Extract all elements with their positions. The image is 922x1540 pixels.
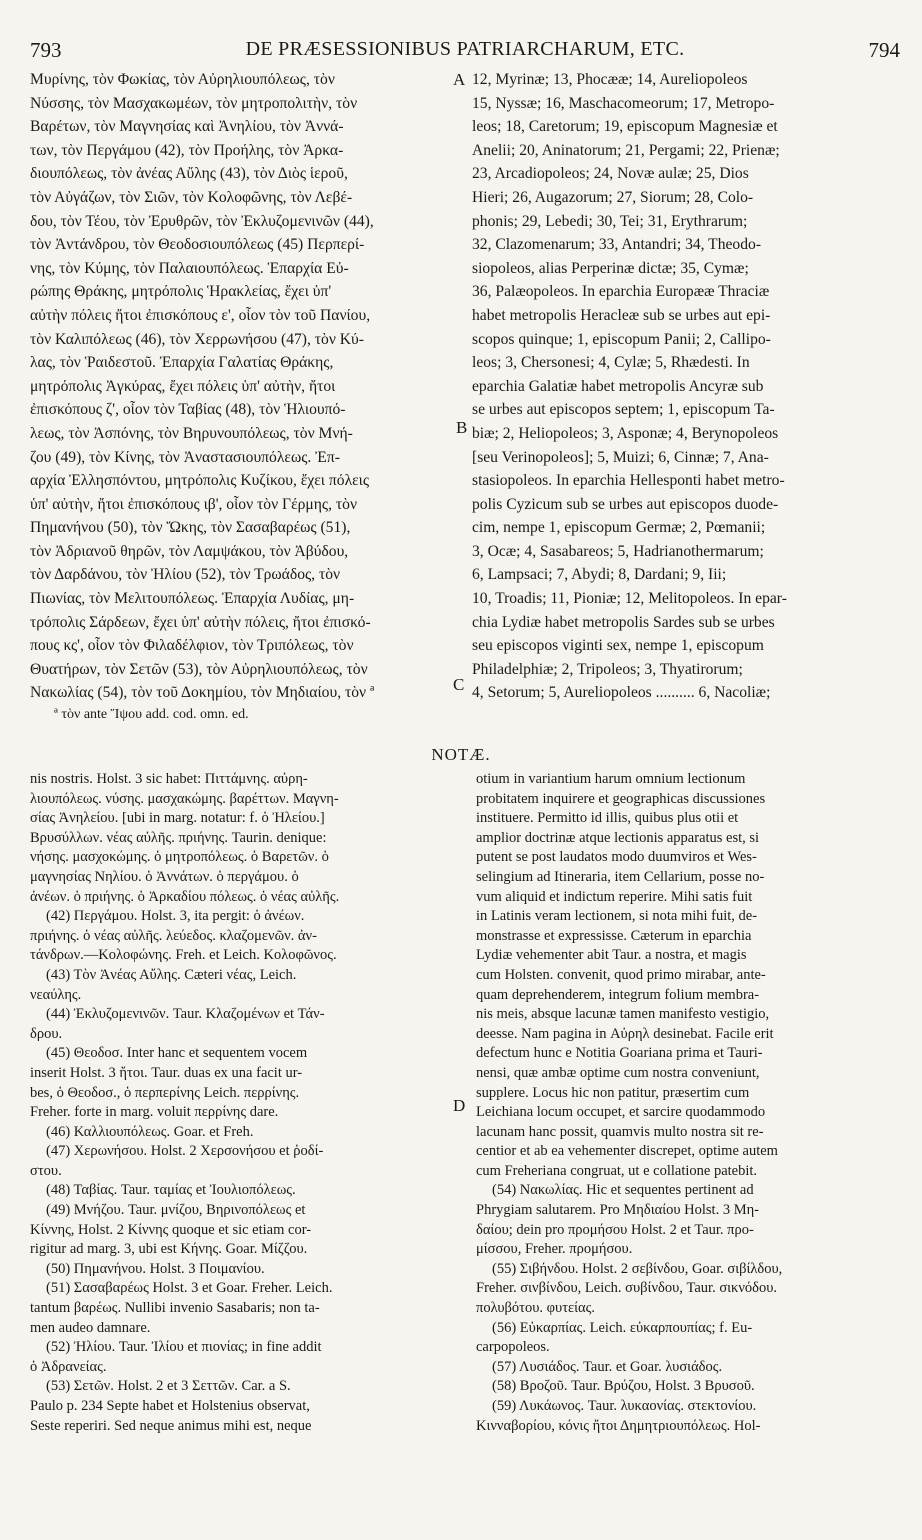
text-line: nis nostris. Holst. 3 sic habet: Πιττάμνης. αὐρη- xyxy=(30,771,308,787)
text-line: men audeo damnare. xyxy=(30,1319,151,1336)
text-line: μίσσου, Freher. προμήσου. xyxy=(476,1241,633,1258)
text-line: 32, Clazomenarum; 33, Antandri; 34, Theodo- xyxy=(472,236,762,254)
text-line: Θυατήρων, τὸν Σετῶν (53), τὸν Αὐρηλιουπόλεως, τὸν xyxy=(30,660,368,678)
text-line: Μυρίνης, τὸν Φωκίας, τὸν Αὐρηλιουπόλεως, τὸν xyxy=(30,71,335,88)
text-line: των, τὸν Περγάμου (42), τὸν Προήλης, τὸν Ἀρκα- xyxy=(30,141,344,159)
text-line: Βαρέτων, τὸν Μαγνησίας καὶ Ἀνηλίου, τὸν Ἀννά- xyxy=(30,118,344,136)
text-line: τὸν Ἀντάνδρου, τὸν Θεοδοσιουπόλεως (45) Περπερί- xyxy=(30,236,365,254)
text-line: cum Holsten. convenit, quod primo mirabar, ante- xyxy=(476,966,766,983)
text-line: [seu Verinopoleos]; 5, Muizi; 6, Cinnæ; 7, Ana- xyxy=(472,448,769,466)
text-line: Κίννης, Holst. 2 Κίννης quoque et sic etiam cor- xyxy=(30,1221,312,1238)
text-line: chia Lydiæ habet metropolis Sardes sub se urbes xyxy=(472,613,775,631)
text-line: 23, Arcadiopoleos; 24, Novæ aulæ; 25, Dios xyxy=(472,165,749,183)
text-line: (56) Εὐκαρπίας. Leich. εὐκαρπουπίας; f. Eu- xyxy=(492,1319,753,1336)
margin-marker-b: B xyxy=(456,418,468,437)
greek-text-column xyxy=(30,68,465,702)
text-line: Βρυσύλλων. νέας αὐλῆς. πριήνης. Taurin. denique: xyxy=(30,829,327,846)
text-line: ρώπης Θράκης, μητρόπολις Ἡρακλείας, ἔχει ὑπ' xyxy=(30,283,332,301)
text-line: centior et ab ea vehementer discrepet, optime autem xyxy=(476,1143,778,1160)
text-line: 6, Lampsaci; 7, Abydi; 8, Dardani; 9, Iii; xyxy=(472,566,727,584)
text-line: habet metropolis Heracleæ sub se urbes aut epi- xyxy=(472,306,771,324)
text-line: monstrasse et expressisse. Cæterum in eparchia xyxy=(476,927,752,944)
text-line: (53) Σετῶν. Holst. 2 et 3 Σεττῶν. Car. a S. xyxy=(46,1378,291,1395)
text-line: δρου. xyxy=(30,1025,63,1042)
text-line: eparchia Galatiæ habet metropolis Ancyræ sub xyxy=(472,377,764,395)
text-line: rigitur ad marg. 3, ubi est Κήνης. Goar. Μίζζου. xyxy=(30,1241,308,1258)
text-line: (52) Ἠλίου. Taur. Ἰλίου et πιονίας; in fine addit xyxy=(46,1339,322,1356)
text-line: (43) Τὸν Ἀνέας Αὔλης. Cæteri νέας, Leich. xyxy=(46,966,297,983)
text-line: supplere. Locus hic non patitur, præsertim cum xyxy=(476,1084,750,1101)
text-line: τὸν Αὐγάζων, τὸν Σιῶν, τὸν Κολοφῶνης, τὸν Λεβέ- xyxy=(30,188,353,206)
text-line: (59) Λυκάωνος. Taur. λυκαονίας. στεκτονίου. xyxy=(492,1398,757,1414)
text-line: instituere. Permitto id illis, quibus plus otii et xyxy=(476,810,739,827)
margin-marker-c: C xyxy=(453,675,465,694)
text-line: (55) Σιβήνδου. Holst. 2 σεβίνδου, Goar. σιβίλδου, xyxy=(492,1260,783,1277)
text-line: Anelii; 20, Aninatorum; 21, Pergami; 22, Prienæ; xyxy=(472,141,780,159)
text-line: νήσης. μασχοκώμης. ὁ μητροπόλεως. ὁ Βαρετῶν. ὁ xyxy=(30,849,329,866)
text-line: μητρόπολις Ἀγκύρας, ἔχει πόλεις ὑπ' αὐτὴν, ἤτοι xyxy=(30,377,336,395)
text-line: otium in variantium harum omnium lectionum xyxy=(476,771,746,787)
text-line: tantum βαρέως. Nullibi invenio Sasabaris; non ta- xyxy=(30,1300,320,1317)
text-line: Lydiæ vehementer abit Taur. a nostra, et magis xyxy=(476,947,747,964)
text-line: τάνδρων.—Κολοφώνης. Freh. et Leich. Κολοφῶνος. xyxy=(30,947,337,964)
page-number-left: 793 xyxy=(30,38,62,62)
text-line: ἀνέων. ὁ πριήνης. ὁ Ἀρκαδίου πόλεως. ὁ νέας αὐλῆς. xyxy=(30,888,340,905)
text-line: πους κς', οἷον τὸν Φιλαδέλφιον, τὸν Τριπόλεως, τὸν xyxy=(30,637,354,655)
footnote: ª τὸν ante Ἴψου add. cod. omn. ed. xyxy=(54,707,249,722)
text-line: Paulo p. 234 Septe habet et Holstenius observat, xyxy=(30,1398,310,1414)
text-line: 36, Palæopoleos. In eparchia Europææ Thraciæ xyxy=(472,283,770,301)
text-line: inserit Holst. 3 ἤτοι. Taur. duas ex una facit ur- xyxy=(30,1064,303,1081)
text-line: ὑπ' αὐτὴν, ἤτοι ἐπισκόπους ιβ', οἷον τὸν Γέρμης, τὸν xyxy=(30,495,358,513)
text-line: (54) Νακωλίας. Hic et sequentes pertinent ad xyxy=(492,1182,754,1199)
text-line: (44) Ἐκλυζομενινῶν. Taur. Κλαζομένων et Τάν- xyxy=(46,1006,325,1023)
text-line: τὸν Καλιπόλεως (46), τὸν Χερρωνήσου (47), τὸν Κύ- xyxy=(30,330,364,348)
text-line: lacunam hanc possit, quamvis multo nostra sit re- xyxy=(476,1123,764,1140)
text-line: ὁ Ἀδρανείας. xyxy=(30,1358,107,1375)
text-line: λας, τὸν Ῥαιδεστοῦ. Ἐπαρχία Γαλατίας Θράκης, xyxy=(30,354,334,372)
text-line: πριήνης. ὁ νέας αὐλῆς. λεύεδος. κλαζομενῶν. ἀν- xyxy=(30,927,317,944)
text-line: amplior doctrinæ atque lectionis apparatus est, si xyxy=(476,829,760,846)
text-line: δαίου; dein pro προμήσου Holst. 2 et Taur. προ- xyxy=(476,1221,754,1238)
text-line: nis meis, absque lacunæ tamen manifesto vestigio, xyxy=(476,1006,770,1023)
text-line: Leichiana locum occupet, et sarcire quodammodo xyxy=(476,1104,766,1121)
text-line: (47) Χερωνήσου. Holst. 2 Χερσονήσου et ῥοδί- xyxy=(46,1143,324,1160)
text-line: in Latinis veram lectionem, si nota mihi fuit, de- xyxy=(476,908,758,925)
text-line: 12, Myrinæ; 13, Phocææ; 14, Aureliopoleos xyxy=(472,71,748,88)
text-line: ἐπισκόπους ζ', οἷον τὸν Ταβίας (48), τὸν Ἡλιουπό- xyxy=(30,401,346,419)
text-line: διουπόλεως, τὸν ἀνέας Αὔλης (43), τὸν Διὸς ἱεροῦ, xyxy=(30,165,348,183)
text-line: (49) Μνήζου. Taur. μνίζου, Βηρινοπόλεως et xyxy=(46,1202,306,1219)
text-line: 4, Setorum; 5, Aureliopoleos .......... 6, Nacoliæ; xyxy=(472,684,771,702)
text-line: cum Freheriana congruat, ut e collatione patebit. xyxy=(476,1162,758,1179)
text-line: probitatem inquirere et geographicas discussiones xyxy=(476,790,766,807)
text-line: stasiopoleos. In eparchia Hellesponti habet metro- xyxy=(472,472,785,490)
text-line: (46) Καλλιουπόλεως. Goar. et Freh. xyxy=(46,1123,254,1140)
notes-left-column xyxy=(30,770,460,1530)
text-line: (58) Βροζοῦ. Taur. Βρύζου, Holst. 3 Βρυσοῦ. xyxy=(492,1378,755,1395)
notes-right-column xyxy=(476,770,908,1530)
text-line: τὸν Δαρδάνου, τὸν Ἠλίου (52), τὸν Τρωάδος, τὸν xyxy=(30,566,341,584)
text-line: carpopoleos. xyxy=(476,1339,550,1356)
text-line: Philadelphiæ; 2, Tripoleos; 3, Thyatirorum; xyxy=(472,660,743,678)
text-line: biæ; 2, Heliopoleos; 3, Asponæ; 4, Berynopoleos xyxy=(472,424,779,442)
text-line: Hieri; 26, Augazorum; 27, Siorum; 28, Colo- xyxy=(472,188,754,206)
text-line: Freher. σινβίνδου, Leich. συβίνδου, Taur. σικνόδου. xyxy=(476,1280,778,1297)
text-line: δου, τὸν Τέου, τὸν Ἐρυθρῶν, τὸν Ἐκλυζομενινῶν (44), xyxy=(30,212,374,230)
text-line: cim, nempe 1, episcopum Germæ; 2, Pœmanii; xyxy=(472,519,766,537)
text-line: nensi, quæ ambæ optime cum nostra conveniunt, xyxy=(476,1064,760,1081)
text-line: (45) Θεοδοσ. Inter hanc et sequentem vocem xyxy=(46,1045,308,1062)
text-line: bes, ὁ Θεοδοσ., ὁ περπερίνης Leich. περρίνης. xyxy=(30,1084,300,1101)
text-line: putent se post laudatos modo duumviros et Wes- xyxy=(476,849,757,866)
text-line: Πιωνίας, τὸν Μελιτουπόλεως. Ἐπαρχία Λυδίας, μη- xyxy=(30,590,355,608)
page-number-right: 794 xyxy=(868,38,900,62)
text-line: Νύσσης, τὸν Μασχακωμέων, τὸν μητροπολιτὴν, τὸν xyxy=(30,94,358,112)
text-line: polis Cyzicum sub se urbes aut episcopos duode- xyxy=(472,495,779,513)
text-line: νης, τὸν Κύμης, τὸν Παλαιουπόλεως. Ἐπαρχία Εὐ- xyxy=(30,259,349,277)
text-line: scopos quinque; 1, episcopum Panii; 2, Callipo- xyxy=(472,330,771,348)
text-line: Κινναβορίου, κόνις ἤτοι Δημητριουπόλεως. Hol- xyxy=(476,1417,761,1434)
text-line: Πημανήνου (50), τὸν Ὤκης, τὸν Σασαβαρέως (51), xyxy=(30,519,351,537)
text-line: (51) Σασαβαρέως Holst. 3 et Goar. Freher. Leich. xyxy=(46,1280,333,1297)
running-head xyxy=(30,38,900,66)
margin-marker-a: A xyxy=(453,70,466,89)
text-line: σίας Ἀνηλείου. [ubi in marg. notatur: f. ὁ Ἠλείου.] xyxy=(30,810,325,827)
text-line: (42) Περγάμου. Holst. 3, ita pergit: ὁ ἀνέων. xyxy=(46,908,305,925)
text-line: seu episcopos viginti sex, nempe 1, episcopum xyxy=(472,637,764,655)
text-line: quam deprehenderem, integrum folium membra- xyxy=(476,986,760,1003)
text-line: αρχία Ἑλλησπόντου, μητρόπολις Κυζίκου, ἔχει πόλεις xyxy=(30,472,370,490)
text-line: siopoleos, alias Perperinæ dictæ; 35, Cymæ; xyxy=(472,259,749,277)
text-line: se urbes aut episcopos septem; 1, episcopum Ta- xyxy=(472,401,775,419)
text-line: (48) Ταβίας. Taur. ταμίας et Ἰουλιοπόλεως. xyxy=(46,1182,296,1199)
text-line: ζου (49), τὸν Κίνης, τὸν Ἀναστασιουπόλεως. Ἐπ- xyxy=(30,448,340,466)
text-line: τρόπολις Σάρδεων, ἔχει ὑπ' αὐτὴν πόλεις, ἤτοι ἐπισκό- xyxy=(30,613,371,631)
text-line: selingium ad Itineraria, item Cellarium, posse no- xyxy=(476,868,765,885)
text-line: Freher. forte in marg. voluit περρίνης dare. xyxy=(30,1104,279,1121)
text-line: deesse. Nam pagina in Αὐρηλ desinebat. Facile erit xyxy=(476,1025,774,1042)
text-line: στου. xyxy=(30,1162,62,1179)
text-line: vum aliquid et indictum reperire. Mihi satis fuit xyxy=(476,888,753,905)
latin-text-column xyxy=(472,68,907,702)
text-line: phonis; 29, Lebedi; 30, Tei; 31, Erythrarum; xyxy=(472,212,748,230)
text-line: αὐτὴν πόλεις ἤτοι ἐπισκόπους ε', οἷον τὸν τοῦ Πανίου, xyxy=(30,306,371,324)
margin-marker-d: D xyxy=(453,1096,466,1115)
text-line: leos; 3, Chersonesi; 4, Cylæ; 5, Rhædesti. In xyxy=(472,354,750,372)
text-line: defectum hunc e Notitia Goariana prima et Tauri- xyxy=(476,1045,763,1062)
text-line: (50) Πημανήνου. Holst. 3 Ποιμανίου. xyxy=(46,1260,265,1277)
text-line: 15, Nyssæ; 16, Maschacomeorum; 17, Metropo- xyxy=(472,94,775,112)
text-line: λεως, τὸν Ἀσπόνης, τὸν Βηρυνουπόλεως, τὸν Μνή- xyxy=(30,424,353,442)
text-line: (57) Λυσιάδος. Taur. et Goar. λυσιάδος. xyxy=(492,1358,723,1375)
text-line: 3, Ocæ; 4, Sasabareos; 5, Hadrianothermarum; xyxy=(472,542,764,560)
text-line: Seste reperiri. Sed neque animus mihi est, neque xyxy=(30,1417,312,1434)
text-line: νεαύλης. xyxy=(30,986,82,1003)
text-line: πολυβότου. φυτείας. xyxy=(476,1300,595,1317)
text-line: leos; 18, Caretorum; 19, episcopum Magnesiæ et xyxy=(472,118,778,136)
text-line: Νακωλίας (54), τὸν τοῦ Δοκημίου, τὸν Μηδιαίου, τὸν ª xyxy=(30,684,375,702)
text-line: μαγνησίας Νηλίου. ὁ Ἀννάτων. ὁ περγάμου. ὁ xyxy=(30,868,299,885)
text-line: Phrygiam salutarem. Pro Μηδιαίου Holst. 3 Μη- xyxy=(476,1202,760,1219)
text-line: λιουπόλεως. νύσης. μασχακώμης. βαρέττων. Μαγνη- xyxy=(30,790,339,807)
notes-heading: NOTÆ. xyxy=(431,745,491,764)
page-title: DE PRÆSESSIONIBUS PATRIARCHARUM, ETC. xyxy=(245,38,685,60)
text-line: 10, Troadis; 11, Pioniæ; 12, Melitopoleos. In epar- xyxy=(472,590,787,608)
text-line: τὸν Ἀδριανοῦ θηρῶν, τὸν Λαμψάκου, τὸν Ἀβύδου, xyxy=(30,542,349,560)
